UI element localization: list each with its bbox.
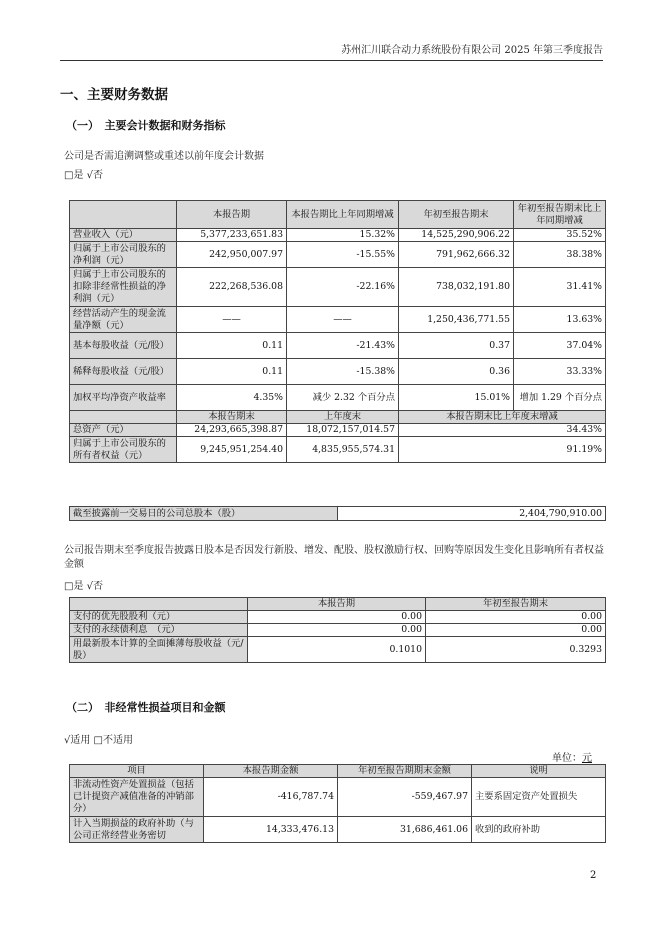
non-recurring-table [69,764,606,843]
section-title: 一、主要财务数据 [60,87,168,103]
table-row [70,424,606,437]
header-cell: 本报告期 [248,598,426,611]
cell: 34.43% [399,424,606,437]
cell: 0.00 [248,624,426,637]
row-label: 归属于上市公司股东的所有者权益（元） [70,437,177,463]
table-row [70,229,606,242]
header-cell: 年初至报告期末 [399,201,514,229]
header-cell: 本报告期末比上年度末增减 [399,411,606,424]
table-row [70,307,606,333]
table-row [70,359,606,385]
unit-label [552,749,592,764]
row-label: 营业收入（元） [70,229,177,242]
cell: 31,686,461.06 [338,817,472,843]
row-label: 归属于上市公司股东的扣除非经常性损益的净利润（元） [70,268,177,307]
row-label: 经营活动产生的现金流量净额（元） [70,307,177,333]
cell: 14,525,290,906.22 [399,229,514,242]
cell: 0.11 [177,359,287,385]
cell: 0.00 [426,611,606,624]
cell: 0.00 [248,611,426,624]
share-change-answer: □是 √否 [64,581,103,592]
cell: 减少 2.32 个百分点 [287,385,399,411]
cell: 0.11 [177,333,287,359]
row-label: 截至披露前一交易日的公司总股本（股） [70,507,338,521]
header-cell: 本报告期金额 [204,765,338,778]
header-cell: 说明 [472,765,606,778]
cell: 14,333,476.13 [204,817,338,843]
row-label: 用最新股本计算的全面摊薄每股收益（元/股） [70,637,248,663]
cell: 2,404,790,910.00 [338,507,606,521]
cell: 738,032,191.80 [399,268,514,307]
unit-value: 元 [582,753,592,764]
header-cell: 上年度末 [287,411,399,424]
header-cell [70,598,248,611]
row-label: 非流动性资产处置损益（包括已计提资产减值准备的冲销部分） [70,778,204,817]
dividend-table [69,597,606,663]
cell: 0.3293 [426,637,606,663]
header-cell: 年初至报告期末 [426,598,606,611]
cell: 18,072,157,014.57 [287,424,399,437]
cell: 1,250,436,771.55 [399,307,514,333]
page-header: 苏州汇川联合动力系统股份有限公司 2025 年第三季度报告 [341,45,603,56]
cell: 0.00 [426,624,606,637]
cell: 15.32% [287,229,399,242]
cell: -15.38% [287,359,399,385]
header-cell: 年初至报告期末比上年同期增减 [514,201,606,229]
key-financial-table [69,200,606,463]
row-label: 归属于上市公司股东的净利润（元） [70,242,177,268]
page-number: 2 [590,870,597,881]
header-cell: 项目 [70,765,204,778]
table-row [70,507,606,521]
table-row [70,242,606,268]
cell: 4,835,955,574.31 [287,437,399,463]
header-rule [60,60,603,61]
header-cell: 本报告期末 [177,411,287,424]
row-label: 总资产（元） [70,424,177,437]
total-shares-table [69,506,606,521]
header-cell [70,411,177,424]
applicability: √适用 □不适用 [64,735,133,746]
unit-prefix: 单位： [552,753,582,764]
table-row [70,437,606,463]
cell: 31.41% [514,268,606,307]
table-header-row [70,201,606,229]
share-change-question: 公司报告期末至季度报告披露日股本是否因发行新股、增发、配股、股权激励行权、回购等原因发生变化且影响所有者权益金额 [64,545,604,570]
row-label: 加权平均净资产收益率 [70,385,177,411]
header-cell: 年初至报告期期末金额 [338,765,472,778]
cell: -21.43% [287,333,399,359]
subsection-title-1: （一） 主要会计数据和财务指标 [66,119,226,132]
restate-answer: □是 √否 [64,170,103,181]
table-row [70,778,606,817]
cell: -559,467.97 [338,778,472,817]
cell: -416,787.74 [204,778,338,817]
table-header-row [70,411,606,424]
header-cell [70,201,177,229]
cell: 0.1010 [248,637,426,663]
row-label: 支付的优先股股利（元） [70,611,248,624]
subsection-title-2: （二） 非经常性损益项目和金额 [66,701,226,714]
restate-question: 公司是否需追溯调整或重述以前年度会计数据 [64,151,264,162]
header-cell: 本报告期 [177,201,287,229]
row-label: 计入当期损益的政府补助（与公司正常经营业务密切 [70,817,204,843]
cell: 0.36 [399,359,514,385]
table-header-row [70,598,606,611]
cell: 0.37 [399,333,514,359]
table-row [70,385,606,411]
row-label: 支付的永续债利息 （元） [70,624,248,637]
cell: 222,268,536.08 [177,268,287,307]
cell: 15.01% [399,385,514,411]
table-header-row [70,765,606,778]
cell: 38.38% [514,242,606,268]
cell: 791,962,666.32 [399,242,514,268]
cell: 收到的政府补助 [472,817,606,843]
header-cell: 本报告期比上年同期增减 [287,201,399,229]
cell: 4.35% [177,385,287,411]
cell: 9,245,951,254.40 [177,437,287,463]
table-row [70,637,606,663]
table-row [70,333,606,359]
row-label: 基本每股收益（元/股） [70,333,177,359]
cell: —— [287,307,399,333]
table-row [70,268,606,307]
cell: 33.33% [514,359,606,385]
table-row [70,611,606,624]
table-row [70,624,606,637]
row-label: 稀释每股收益（元/股） [70,359,177,385]
cell: 242,950,007.97 [177,242,287,268]
cell: 91.19% [399,437,606,463]
cell: -15.55% [287,242,399,268]
cell: 13.63% [514,307,606,333]
cell: —— [177,307,287,333]
cell: 37.04% [514,333,606,359]
cell: -22.16% [287,268,399,307]
cell: 增加 1.29 个百分点 [514,385,606,411]
cell: 24,293,665,398.87 [177,424,287,437]
table-row [70,817,606,843]
cell: 主要系固定资产处置损失 [472,778,606,817]
cell: 35.52% [514,229,606,242]
cell: 5,377,233,651.83 [177,229,287,242]
